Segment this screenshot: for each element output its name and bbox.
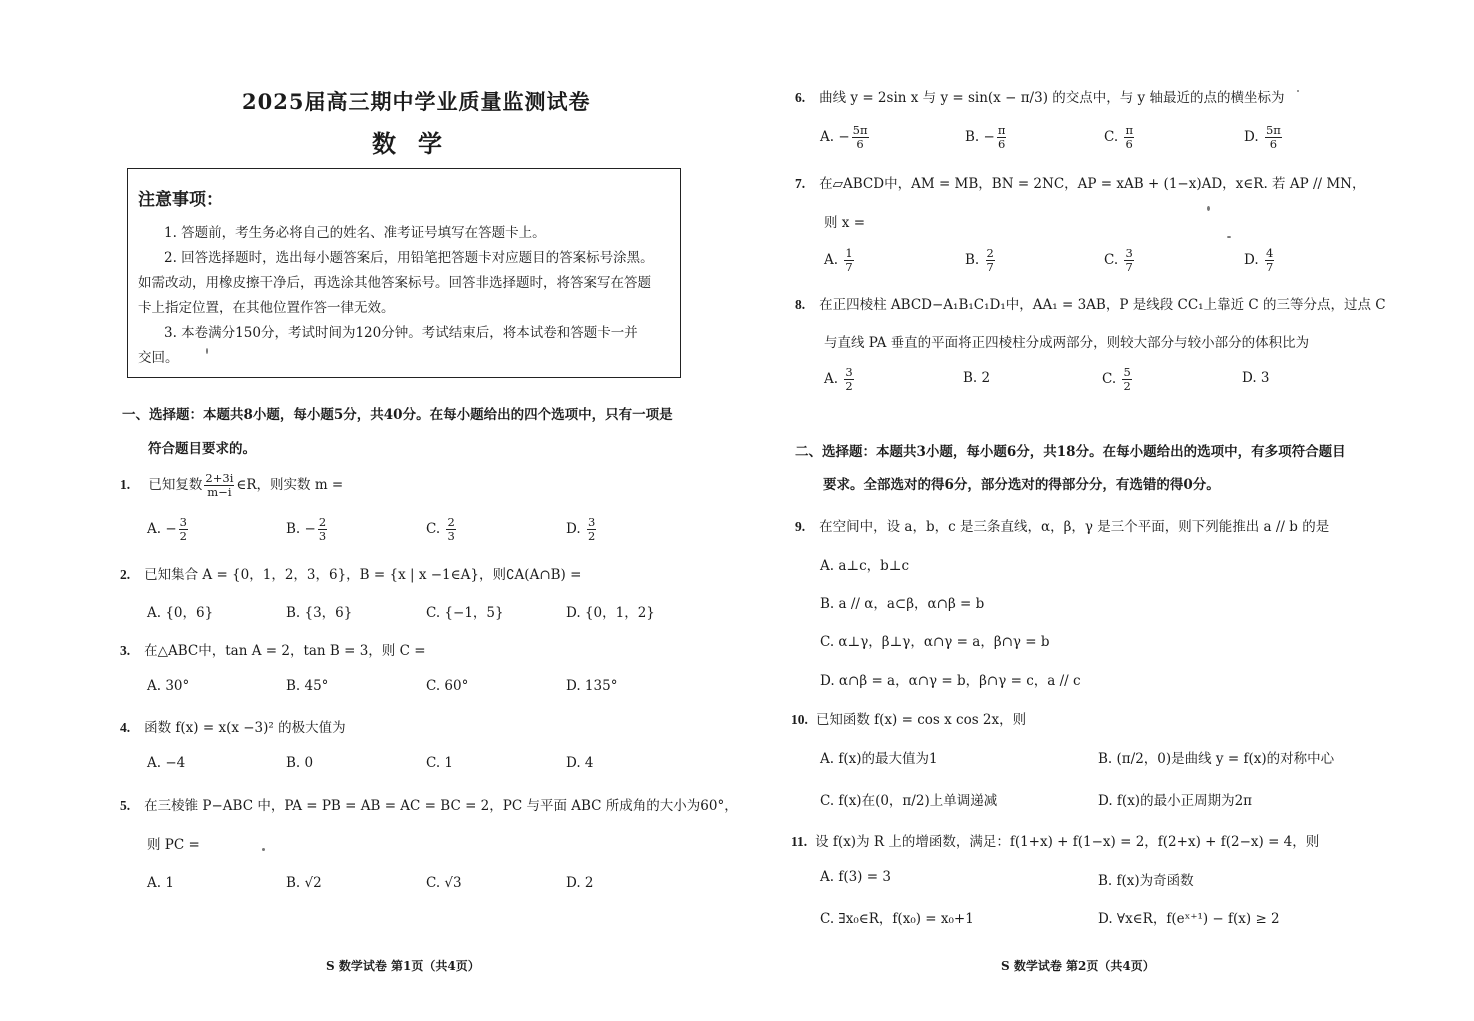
option-c: C. √3 [426, 875, 462, 891]
page-footer: S 数学试卷 第2页（共4页） [1001, 959, 1155, 973]
option-d: D. 4 [566, 755, 594, 771]
question-1 [120, 472, 343, 499]
right-page [737, 0, 1474, 1021]
scan-speck [206, 348, 208, 354]
question-5-line2: 则 PC = [147, 837, 200, 853]
option-b: B. f(x)为奇函数 [1098, 873, 1194, 889]
option-b: B. 2 [963, 370, 991, 386]
question-9: 9. 在空间中，设 a，b，c 是三条直线，α，β，γ 是三个平面，则下列能推出 a // b 的是 [795, 519, 1330, 535]
option-a: A. −4 [147, 755, 186, 771]
option-c: C. $\frac{5}{2}$ [1102, 365, 1131, 394]
fraction: $\frac{2+3i}{m-i}$ [205, 471, 234, 500]
option-b: B. 0 [286, 755, 314, 771]
scan-speck [1207, 206, 1210, 211]
scan-speck [1297, 90, 1299, 92]
option-a: A. − $\frac{5\pi}{6}$ [820, 123, 868, 152]
option-a: A. 30° [147, 678, 190, 694]
question-11: 11. 设 f(x)为 R 上的增函数，满足：f(1+x) + f(1−x) = 2，f(2+x) + f(2−x) = 4，则 [791, 834, 1320, 850]
section1-heading-line1: 一、选择题：本题共8小题，每小题5分，共40分。在每小题给出的四个选项中，只有一项是 [122, 407, 673, 423]
option-d: D. 135° [566, 678, 618, 694]
scan-speck [1227, 236, 1231, 238]
question-text: ∈R，则实数 m = [236, 477, 344, 494]
page-footer: S 数学试卷 第1页（共4页） [326, 959, 480, 973]
section2-heading-line2: 要求。全部选对的得6分，部分选对的得部分分，有选错的得0分。 [823, 477, 1220, 493]
option-a: A. f(3) = 3 [820, 869, 891, 885]
option-d: D. α∩β = a，α∩γ = b，β∩γ = c，a // c [820, 673, 1081, 689]
question-8-line2: 与直线 PA 垂直的平面将正四棱柱分成两部分，则较大部分与较小部分的体积比为 [824, 335, 1310, 351]
option-d: D. {0，1，2} [566, 605, 655, 621]
option-a: A. f(x)的最大值为1 [820, 751, 938, 767]
option-c: C. $\frac{3}{7}$ [1104, 246, 1133, 275]
option-c: C. 1 [426, 755, 454, 771]
question-4: 4. 函数 f(x) = x(x −3)² 的极大值为 [120, 720, 346, 736]
option-a: A. − $\frac{3}{2}$ [147, 515, 187, 544]
option-c: C. 60° [426, 678, 469, 694]
question-5: 5. 在三棱锥 P−ABC 中，PA = PB = AB = AC = BC = 2，PC 与平面 ABC 所成角的大小为60°， [120, 798, 738, 814]
question-10: 10. 已知函数 f(x) = cos x cos 2x，则 [791, 712, 1027, 728]
option-b: B. √2 [286, 875, 322, 891]
question-7: 7. 在▱ABCD中，AM = MB，BN = 2NC，AP = xAB + (1−x)AD，x∈R. 若 AP // MN， [795, 176, 1366, 192]
option-b: B. {3，6} [286, 605, 353, 621]
question-6: 6. 曲线 y = 2sin x 与 y = sin(x − π/3) 的交点中，与 y 轴最近的点的横坐标为 [795, 90, 1285, 106]
option-c: C. α⊥γ，β⊥γ，α∩γ = a，β∩γ = b [820, 634, 1050, 650]
option-c: C. f(x)在(0，π/2)上单调递减 [820, 793, 998, 809]
option-b: B. (π/2，0)是曲线 y = f(x)的对称中心 [1098, 751, 1335, 767]
option-c: C. ∃x₀∈R，f(x₀) = x₀+1 [820, 911, 974, 927]
subject-title: 数学 [372, 129, 464, 158]
option-a: A. $\frac{1}{7}$ [824, 246, 853, 275]
question-text: 已知复数 [148, 477, 203, 494]
option-d: D. $\frac{3}{2}$ [566, 515, 596, 544]
option-c: C. {−1，5} [426, 605, 504, 621]
option-d: D. ∀x∈R，f(eˣ⁺¹) − f(x) ≥ 2 [1098, 911, 1280, 927]
option-d: D. 3 [1242, 370, 1270, 386]
notice-title: 注意事项： [138, 190, 223, 210]
scan-speck [262, 848, 265, 851]
option-b: B. $\frac{2}{7}$ [965, 246, 994, 275]
option-a: A. {0，6} [147, 605, 214, 621]
notice-box [127, 168, 681, 378]
option-c: C. $\frac{2}{3}$ [426, 515, 455, 544]
option-b: B. a // α，a⊂β，α∩β = b [820, 596, 985, 612]
option-d: D. $\frac{4}{7}$ [1244, 246, 1274, 275]
question-8: 8. 在正四棱柱 ABCD−A₁B₁C₁D₁中，AA₁ = 3AB，P 是线段 CC₁上靠近 C 的三等分点，过点 C [795, 297, 1386, 313]
option-d: D. 2 [566, 875, 594, 891]
question-number: 1. [120, 477, 131, 493]
notice-line-1: 1. 答题前，考生务必将自己的姓名、准考证号填写在答题卡上。 [164, 225, 546, 241]
section1-heading-line2: 符合题目要求的。 [148, 441, 256, 457]
option-a: A. $\frac{3}{2}$ [824, 365, 853, 394]
option-a: A. 1 [147, 875, 174, 891]
section2-heading-line1: 二、选择题：本题共3小题，每小题6分，共18分。在每小题给出的选项中，有多项符合题目 [795, 444, 1346, 460]
option-b: B. 45° [286, 678, 329, 694]
option-c: C. $\frac{\pi}{6}$ [1104, 123, 1133, 152]
question-7-line2: 则 x = [824, 215, 866, 231]
option-a: A. a⊥c，b⊥c [820, 558, 910, 574]
notice-line-6: 交回。 [138, 350, 179, 366]
notice-line-4: 卡上指定位置，在其他位置作答一律无效。 [138, 300, 395, 316]
option-b: B. − $\frac{\pi}{6}$ [965, 123, 1006, 152]
exam-title: 2025届高三期中学业质量监测试卷 [242, 89, 591, 114]
notice-line-3: 如需改动，用橡皮擦干净后，再选涂其他答案标号。回答非选择题时，将答案写在答题 [138, 275, 651, 291]
option-d: D. $\frac{5\pi}{6}$ [1244, 123, 1281, 152]
option-d: D. f(x)的最小正周期为2π [1098, 793, 1253, 809]
question-3: 3. 在△ABC中，tan A = 2，tan B = 3，则 C = [120, 643, 426, 659]
notice-line-2: 2. 回答选择题时，选出每小题答案后，用铅笔把答题卡对应题目的答案标号涂黑。 [164, 250, 654, 266]
option-b: B. − $\frac{2}{3}$ [286, 515, 327, 544]
question-2: 2. 已知集合 A = {0，1，2，3，6}，B = {x | x −1∈A}，则∁A(A∩B) = [120, 567, 582, 583]
notice-line-5: 3. 本卷满分150分，考试时间为120分钟。考试结束后，将本试卷和答题卡一并 [164, 325, 638, 341]
